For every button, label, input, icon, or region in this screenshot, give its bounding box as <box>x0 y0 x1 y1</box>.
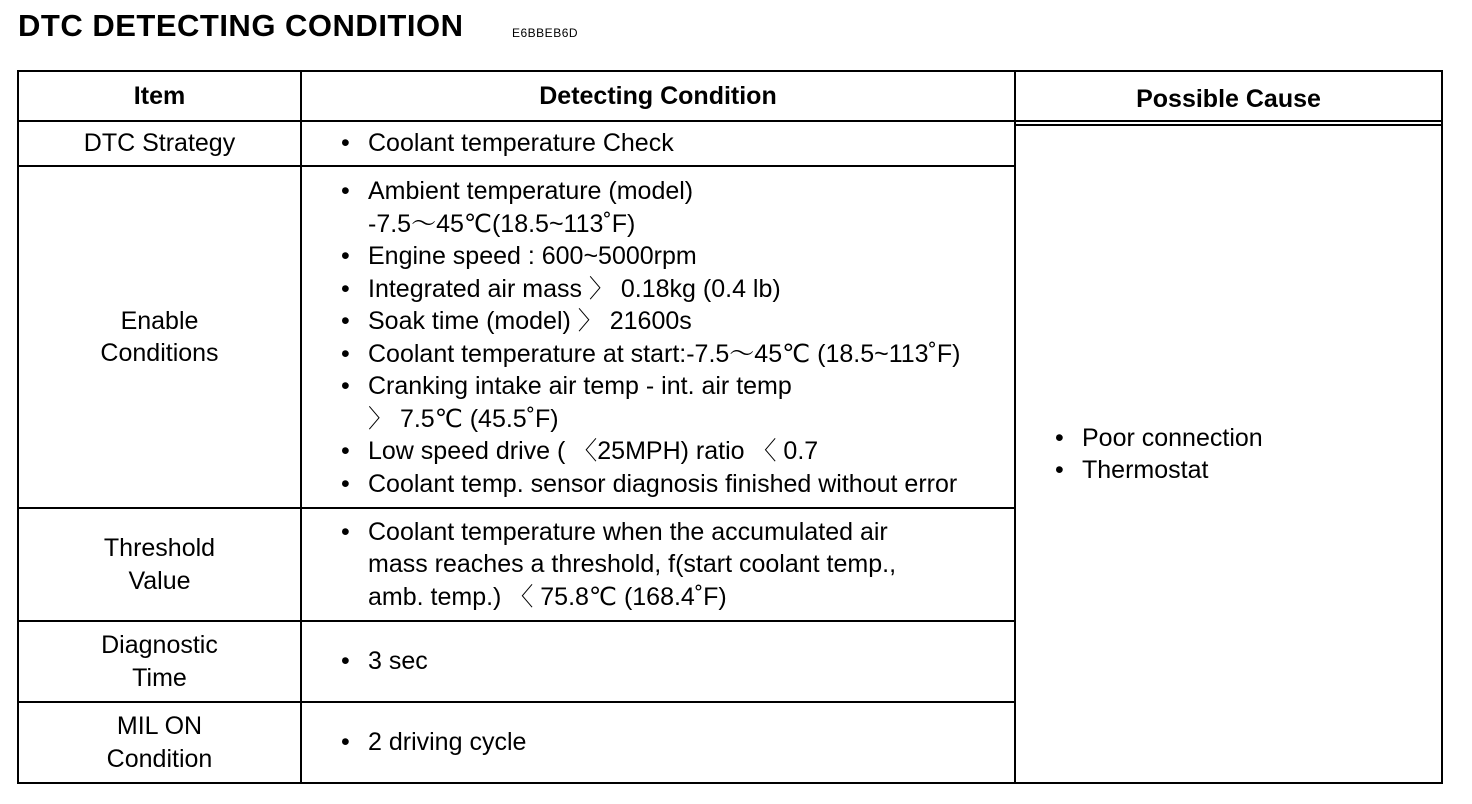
item-label-line: Condition <box>106 744 213 773</box>
condition-item: • Soak time (model) 〉 21600s <box>338 305 1014 338</box>
condition-item: • Ambient temperature (model) -7.5～45℃(18.5~113˚F) <box>338 175 1014 240</box>
header-detecting-condition: Detecting Condition <box>539 81 777 110</box>
item-label-line: Diagnostic <box>101 631 218 659</box>
table-border-bottom <box>17 782 1443 784</box>
item-label-line: DTC Strategy <box>83 129 236 158</box>
condition-item: • Coolant temperature when the accumulated air mass reaches a threshold, f(start coolant temp., amb. temp.) 〈 75.8℃ (168.4˚F) <box>338 516 896 614</box>
header-possible-cause: Possible Cause <box>1136 84 1321 113</box>
item-mil-on-condition <box>19 703 300 782</box>
possible-cause-item: • Thermostat <box>1052 454 1263 487</box>
item-label-line: Enable <box>120 306 199 335</box>
possible-cause-item: • Poor connection <box>1052 422 1263 455</box>
document-code: E6BBEB6D <box>512 26 579 40</box>
condition-item: • 3 sec <box>338 645 428 678</box>
item-threshold-value <box>19 509 300 620</box>
item-label-line: Conditions <box>100 339 219 367</box>
item-dtc-strategy <box>19 122 300 165</box>
header-item: Item <box>133 81 186 110</box>
condition-list <box>338 516 896 614</box>
item-enable-conditions <box>19 167 300 507</box>
item-label-line: Value <box>128 566 191 595</box>
condition-list <box>338 175 1014 500</box>
page-title: DTC DETECTING CONDITION <box>18 8 464 43</box>
condition-item: • Coolant temperature Check <box>338 127 674 160</box>
column-divider-2 <box>1014 70 1016 784</box>
item-label-line: MIL ON <box>116 712 203 740</box>
condition-item: • Coolant temperature at start:-7.5～45℃ (18.5~113˚F) <box>338 338 1014 371</box>
item-diagnostic-time <box>19 622 300 701</box>
condition-list <box>338 645 428 678</box>
condition-diagnostic-time <box>338 622 1014 701</box>
condition-dtc-strategy <box>338 122 1014 165</box>
column-divider-1 <box>300 70 302 784</box>
item-label-line: Threshold <box>103 534 216 562</box>
table-border-right <box>1441 70 1443 784</box>
condition-mil-on-condition <box>338 703 1014 782</box>
condition-item: • Integrated air mass 〉 0.18kg (0.4 lb) <box>338 273 1014 306</box>
condition-list <box>338 127 674 160</box>
possible-cause-list <box>1052 422 1263 487</box>
item-label-line: Time <box>132 663 187 692</box>
condition-item: • Low speed drive ( 〈25MPH) ratio 〈 0.7 <box>338 435 1014 468</box>
condition-item: • Coolant temp. sensor diagnosis finished without error <box>338 468 1014 501</box>
condition-item: • Cranking intake air temp - int. air temp 〉 7.5℃ (45.5˚F) <box>338 370 1014 435</box>
condition-item: • Engine speed : 600~5000rpm <box>338 240 1014 273</box>
condition-enable-conditions <box>338 175 1014 507</box>
condition-list <box>338 726 526 759</box>
condition-item: • 2 driving cycle <box>338 726 526 759</box>
condition-threshold-value <box>338 509 1014 620</box>
possible-cause-cell <box>1052 126 1441 782</box>
